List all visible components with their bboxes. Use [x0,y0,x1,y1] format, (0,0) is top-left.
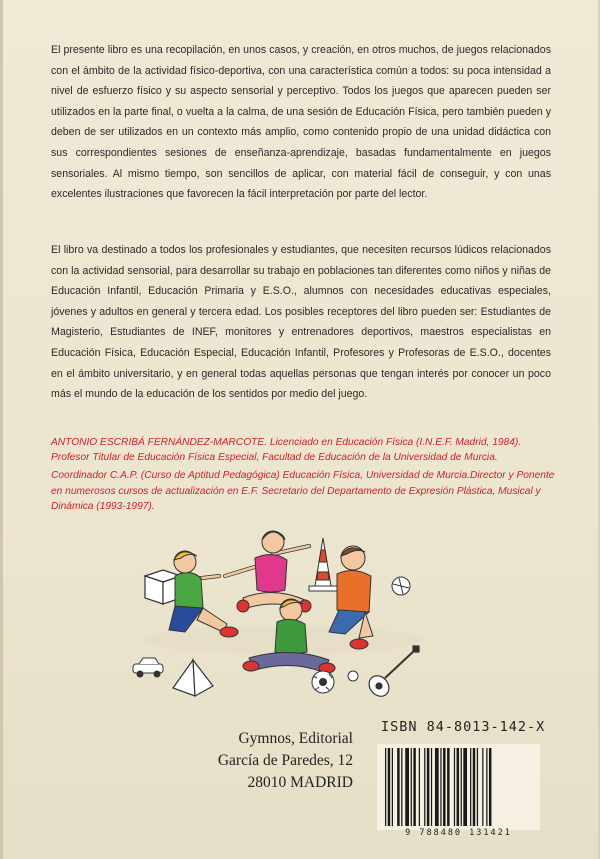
author-bio-positions: Coordinador C.A.P. (Curso de Aptitud Pedagógica) Educación Física, Universidad de Murcia.Director y Ponente en numerosos cursos de actualización en E.F. Secretario del Departamento de Expresión Plástica, Musical y Dinámica (1993-1997). [51,470,555,512]
publisher-street: García de Paredes, 12 [217,752,353,769]
barcode-bar [443,748,446,826]
barcode-bar [489,748,492,826]
author-bio [51,435,559,514]
barcode-bar [470,748,471,826]
ball-icon-3 [348,671,358,681]
barcode-bar [473,748,476,826]
ball-icon-2 [312,671,334,693]
barcode-bar [419,748,420,826]
description-paragraph-2: El libro va destinado a todos los profesionales y estudiantes, que necesiten recursos lúdicos relacionados con la actividad sensorial, para desarrollar su trabajo en poblaciones tan diferentes como niños y niñas de Educación Infantil, Educación Primaria y E.S.O., alumnos con necesidades educativas especiales, jóvenes y adultos en general y tercera edad. Los posibles receptores del libro pueden ser: Estudiantes de Magisterio, Estudiantes de INEF, monitores y entrenadores deportivos, maestros especialistas en Educación Física, Educación Especial, Educación Infantil, Profesores y Profesoras de E.S.O., docentes en el ámbito universitario, y en general todas aquellas personas que tengan interés por conocer un poco más el mundo de la educación de los sentidos por medio del juego. [51,244,551,401]
barcode-bar [411,748,412,826]
publisher-name: Gymnos, Editorial [238,730,353,747]
barcode-bar [463,748,467,826]
publisher-address [153,728,353,794]
barcode-bar [461,748,462,826]
barcode-bar [392,748,393,826]
boy-left-figure [169,551,238,637]
barcode-bar [440,748,441,826]
barcode-bar [482,748,483,826]
barcode-bar [427,748,430,826]
barcode-bar [424,748,425,826]
barcode-bar [454,748,455,826]
barcode-bar [447,748,450,826]
barcode-digits: 9 788480 131421 [405,828,512,838]
toy-car-icon [133,658,163,677]
barcode-bar [388,748,391,826]
barcode-bar [397,748,400,826]
barcode-bar [401,748,402,826]
barcode-bars [377,744,540,828]
barcode-bar [431,748,432,826]
barcode-bar [435,748,439,826]
girl-figure [225,531,311,612]
ball-icon [392,577,410,595]
author-bio-education: ANTONIO ESCRIBÁ FERNÁNDEZ-MARCOTE. Licenciado en Educación Física (I.N.E.F. Madrid, 1984). Profesor Titular de Educación Física Especial, Facultad de Educación de la Universidad de Murcia. [51,437,522,464]
publisher-city: 28010 MADRID [247,774,353,791]
barcode-bar [457,748,460,826]
guitar-icon [365,646,419,700]
traffic-cone-icon [309,538,337,591]
description-paragraph-1: El presente libro es una recopilación, en unos casos, y creación, en otros muchos, de juegos relacionados con el ámbito de la actividad físico-deportiva, con una característica común a todos: su poca intensidad a nivel de esfuerzo físico y su aspecto sensorial y perceptivo. Todos los juegos que aparecen pueden ser utilizados en la parte final, o vuelta a la calma, de una sesión de Educación Física, pero también pueden y deben de ser utilizados en un contexto más amplio, como contenido propio de una unidad didáctica con sus correspondientes sesiones de enseñanza-aprendizaje, basadas fundamentalmente en juegos sensoriales. Al mismo tiempo, son sencillos de aplicar, con material fácil de conseguir, y con unas excelentes ilustraciones que favorecen la fácil interpretación por parte del lector. [51,44,551,201]
barcode-bar [405,748,409,826]
barcode-bar [486,748,487,826]
children-playing-illustration [123,528,443,713]
barcode-bar [413,748,416,826]
barcode-bar [477,748,478,826]
pyramid-icon [173,660,213,696]
isbn-label: ISBN 84-8013-142-X [381,719,546,735]
barcode-bar [385,748,386,826]
barcode [377,744,540,830]
